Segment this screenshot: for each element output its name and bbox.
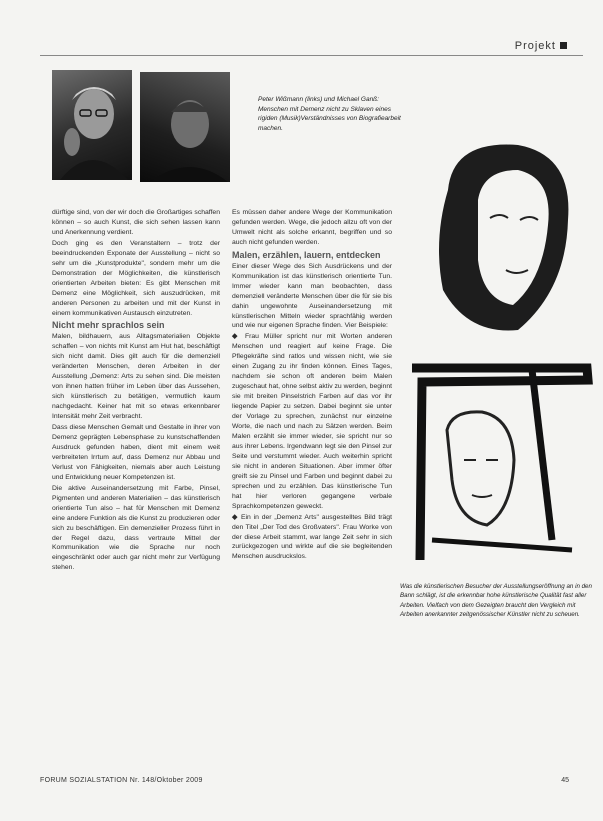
paragraph: Es müssen daher andere Wege der Kommunikation gefunden werden. Wege, die jedoch allzu oft von der Umwelt nicht als solche erkannt, begriffen und so auch nicht gefunden werden. [232, 209, 392, 246]
paragraph: dürftige sind, von der wir doch die Großartiges schaffen können – so auch Kunst, die sich sehen lassen kann und Anerkennung verdient. [52, 209, 220, 236]
artwork-caption: Was die künstlerischen Besucher der Ausstellungseröffnung an in den Bann schlägt, ist die erkennbar hohe künstlerische Qualität fast aller Arbeiten. Vielfach von dem Gezeigten braucht den Vergleich mit Arbeiten anerkannter zeitgenössischer Künstler nicht zu scheuen. [400, 583, 592, 618]
bullet-icon: ◆ [232, 333, 245, 341]
footer-publication: FORUM SOZIALSTATION Nr. 148/Oktober 2009 [40, 777, 203, 784]
artwork-portrait-2 [402, 360, 596, 565]
artwork-face-image [408, 130, 590, 340]
paragraph [232, 332, 392, 511]
portrait-left-image [52, 70, 132, 180]
paragraph-text: Frau Müller spricht nur mit Worten anderen Menschen und reagiert auf keine Frage. Die Pflegekräfte sind ratlos und wissen nicht, wie sie einen Zugang zu ihr finden können. Eines Tages, nachdem sie schon oft anderen beim Malen zugeschaut hat, ohne selbst aktiv zu werden, beginnt sie mit breiten Pinselstrich Farben auf das vor ihr liegende Papier zu setzen. Dabei beginnt sie unter der Vorlage zu sprechen, zunächst nur einzelne Worte, die nach und nach zu Sätzen werden. Beim Malen erzählt sie immer wieder, sie spricht nur so aus ihrer Lebens. Irgendwann legt sie den Pinsel zur Seite und verstummt wieder. Auch weiterhin spricht sie nicht in anderen Situationen. Aber immer öfter greift sie zu Pinsel und Farben und beginnt dabei zu sprechen und zu erzählen. Das künstlerische Tun hat hier verloren gegangene verbale Sprachkompetenzen geweckt. [232, 333, 392, 510]
page-number: 45 [561, 777, 569, 784]
artwork-portrait-1 [408, 130, 590, 340]
section-square-icon [560, 42, 567, 49]
section-label: Projekt [515, 40, 567, 52]
subheading: Malen, erzählen, lauern, entdecken [232, 249, 381, 260]
paragraph-text: Ein in der „Demenz Arts" ausgestelltes Bild trägt den Titel „Der Tod des Großvaters". Frau Worke von der diese Arbeit stammt, war lange Zeit sehr in sich zurückgezogen und wirkte auf die sie begleitenden Menschen ausdruckslos. [232, 513, 392, 561]
paragraph [232, 513, 392, 563]
subheading: Nicht mehr sprachlos sein [52, 320, 165, 331]
artwork-figure-image [402, 360, 596, 565]
paragraph: Einer dieser Wege des Sich Ausdrückens und der Kommunikation ist das künstlerisch orientierte Tun. Immer wieder kann man beobachten, dass demenziell veränderte Menschen über die für sie bis dahin ungewohnte Auseinandersetzung mit künstlerischen Mitteln wieder sprachfähig werden und wie nur eigenen Sprache finden. Vier Beispiele: [232, 262, 392, 330]
header-rule [40, 55, 583, 56]
paragraph: Dass diese Menschen Gemalt und Gestalte in ihrer von Demenz geprägten Lebensphase zu kunstschaffenden Ausdruck gefunden haben, dient mit einem weit verbreiteten Irrtum auf, dass Demenz nur Abbau und Verlust von Fähigkeiten, niemals aber auch Leistung und Entwicklung neuer Kompetenzen ist. [52, 424, 220, 481]
bullet-icon: ◆ [232, 513, 241, 521]
paragraph: Malen, bildhauern, aus Alltagsmaterialien Objekte schaffen – von nichts mit Kunst am Hut hat, beschäftigt sich nicht damit. Dies gilt auch für die demenziell veränderten Menschen, deren Arbeiten in der Ausstellung „Demenz: Arts zu sehen sind. Die meisten von ihnen hatten früher im Leben über das Aussehen, sich künstlerisch zu betätigen, vermutlich kaum nachgedacht. Keiner hat mit so etwas erkennbarer Intensität mehr Zeit verbracht. [52, 333, 220, 421]
photo-caption: Peter Wißmann (links) und Michael Ganß: Menschen mit Demenz nicht zu Sklaven eines rigiden (Musik)Verständnisses von Biografiearbeit machen. [258, 96, 401, 132]
paragraph: Die aktive Auseinandersetzung mit Farbe, Pinsel, Pigmenten und anderen Materialien – das künstlerisch orientierte Tun also – hat für Menschen mit Demenz eine andere Funktion als die Kunst zu produzieren oder sich zu beschäftigen. Ein demenzieller Prozess führt in der Regel dazu, dass vertraute Mittel der Kommunikation wie die Sprache nur noch eingeschränkt oder auch gar nicht mehr zur Verfügung stehen. [52, 484, 220, 572]
article-column-2 [232, 208, 392, 563]
portrait-photo-left [52, 70, 132, 180]
paragraph: Doch ging es den Veranstaltern – trotz der beeindruckenden Exponate der Ausstellung – nicht so sehr um die „Kunstprodukte", sondern mehr um die Demonstration der Möglichkeiten, die künstlerisch orientierten Arbeiten bieten: Es gibt Menschen mit Demenz eine Möglichkeit, sich auszudrücken, mit anderen Personen zu arbeiten und mit der Kunst in einem kommunikativen Austausch einzutreten. [52, 239, 220, 317]
article-column-1 [52, 208, 220, 574]
portrait-right-image [140, 72, 230, 182]
portrait-photo-right [140, 72, 230, 182]
